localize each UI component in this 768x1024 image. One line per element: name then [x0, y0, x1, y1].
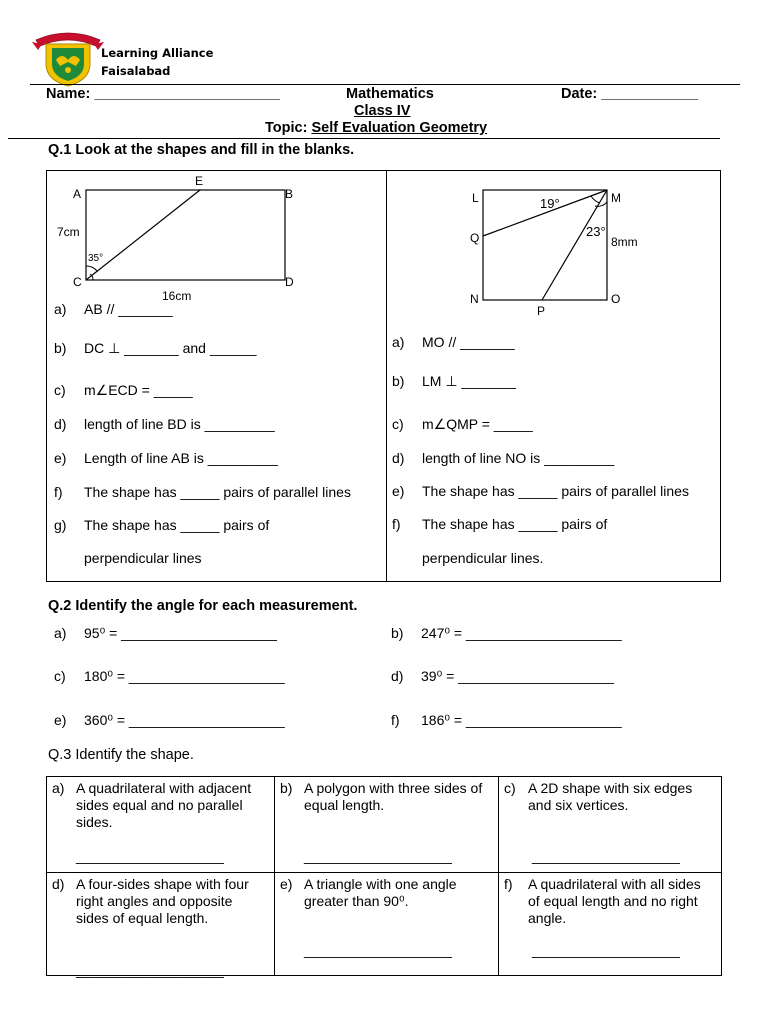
q2-item: f) 186⁰ = ____________________ [391, 712, 622, 728]
q3-cell-b: b) A polygon with three sides of equal length. ___________________ [280, 780, 483, 864]
q3-answer-blank[interactable]: ___________________ [532, 942, 680, 958]
side-mo-label: 8mm [611, 235, 638, 249]
q1-right-item: a) MO // _______ [392, 334, 515, 350]
q3-cell-a: a) A quadrilateral with adjacent sides equal and no parallel sides. ___________________ [52, 780, 252, 864]
q1-figure-rectangle-2 [388, 170, 721, 320]
date-field-label: Date: ____________ [561, 86, 699, 102]
point-a-label: A [73, 187, 82, 201]
q3-table-row-divider [46, 872, 722, 873]
angle-ecd-label: 35° [88, 253, 104, 264]
angle-lmq-label: 19° [540, 196, 560, 211]
q1-right-item: b) LM ⊥ _______ [392, 373, 516, 389]
point-p-label: P [537, 304, 546, 318]
point-c-label: C [73, 275, 82, 289]
school-logo [32, 30, 104, 88]
point-d-label: D [285, 275, 294, 289]
point-o-label: O [611, 292, 621, 306]
side-cd-label: 16cm [162, 289, 192, 303]
school-name: Learning Alliance [101, 46, 214, 60]
name-field-label: Name: _______________________ [46, 86, 280, 102]
q1-left-item: perpendicular lines [84, 550, 202, 566]
q1-title: Q.1 Look at the shapes and fill in the blanks. [48, 142, 355, 158]
q3-answer-blank[interactable]: ___________________ [304, 848, 452, 864]
q1-right-item: d) length of line NO is _________ [392, 450, 615, 466]
point-n-label: N [470, 292, 479, 306]
q1-left-item: e) Length of line AB is _________ [54, 450, 278, 466]
q3-answer-blank[interactable]: ___________________ [304, 942, 452, 958]
q2-item: a) 95⁰ = ____________________ [54, 625, 277, 641]
header-rule-bottom [8, 138, 720, 139]
q2-title: Q.2 Identify the angle for each measurement. [48, 598, 358, 614]
point-e-label: E [195, 174, 204, 188]
q1-left-item: c) m∠ECD = _____ [54, 382, 193, 398]
q3-cell-e: e) A triangle with one angle greater than 90⁰. ___________________ [280, 876, 457, 958]
q3-answer-blank[interactable]: ___________________ [532, 848, 680, 864]
q1-left-item: f) The shape has _____ pairs of parallel lines [54, 484, 351, 500]
class-title: Class IV [354, 103, 411, 119]
point-b-label: B [285, 187, 294, 201]
q2-item: c) 180⁰ = ____________________ [54, 668, 285, 684]
q2-item: b) 247⁰ = ____________________ [391, 625, 622, 641]
q1-right-item: perpendicular lines. [422, 550, 544, 566]
q1-left-item: a) AB // _______ [54, 301, 173, 317]
point-l-label: L [472, 191, 479, 205]
point-q-label: Q [470, 231, 480, 245]
q1-left-item: g) The shape has _____ pairs of [54, 517, 270, 533]
q1-right-item: f) The shape has _____ pairs of [392, 516, 608, 532]
line-ce [86, 190, 200, 280]
q1-figure-rectangle [46, 170, 386, 310]
q3-cell-c: c) A 2D shape with six edges and six vertices. ___________________ [504, 780, 693, 864]
q3-answer-blank[interactable]: ___________________ [76, 962, 224, 978]
q1-left-item: d) length of line BD is _________ [54, 416, 275, 432]
q3-cell-f: f) A quadrilateral with all sides of equal length and no right angle. ___________________ [504, 876, 701, 958]
q1-left-item: b) DC ⊥ _______ and ______ [54, 340, 257, 356]
rectangle-abdc [86, 190, 285, 280]
q2-item: e) 360⁰ = ____________________ [54, 712, 285, 728]
point-m-label: M [611, 191, 621, 205]
school-crest-icon [32, 30, 104, 88]
header-rule-top [30, 84, 740, 85]
q3-title: Q.3 Identify the shape. [48, 747, 194, 763]
topic-label: Topic: [265, 120, 308, 136]
q3-cell-d: d) A four-sides shape with four right angles and opposite sides of equal length. ___________________ [52, 876, 249, 978]
q3-answer-blank[interactable]: ___________________ [76, 848, 224, 864]
q1-right-item: e) The shape has _____ pairs of parallel lines [392, 483, 689, 499]
angle-qmp-label: 23° [586, 224, 606, 239]
topic-line [265, 120, 487, 136]
school-city: Faisalabad [101, 64, 171, 78]
q2-item: d) 39⁰ = ____________________ [391, 668, 614, 684]
q1-right-item: c) m∠QMP = _____ [392, 416, 533, 432]
side-ac-label: 7cm [57, 225, 80, 239]
topic-title: Self Evaluation Geometry [311, 120, 488, 136]
q1-divider [386, 170, 387, 582]
subject-title: Mathematics [346, 86, 434, 102]
